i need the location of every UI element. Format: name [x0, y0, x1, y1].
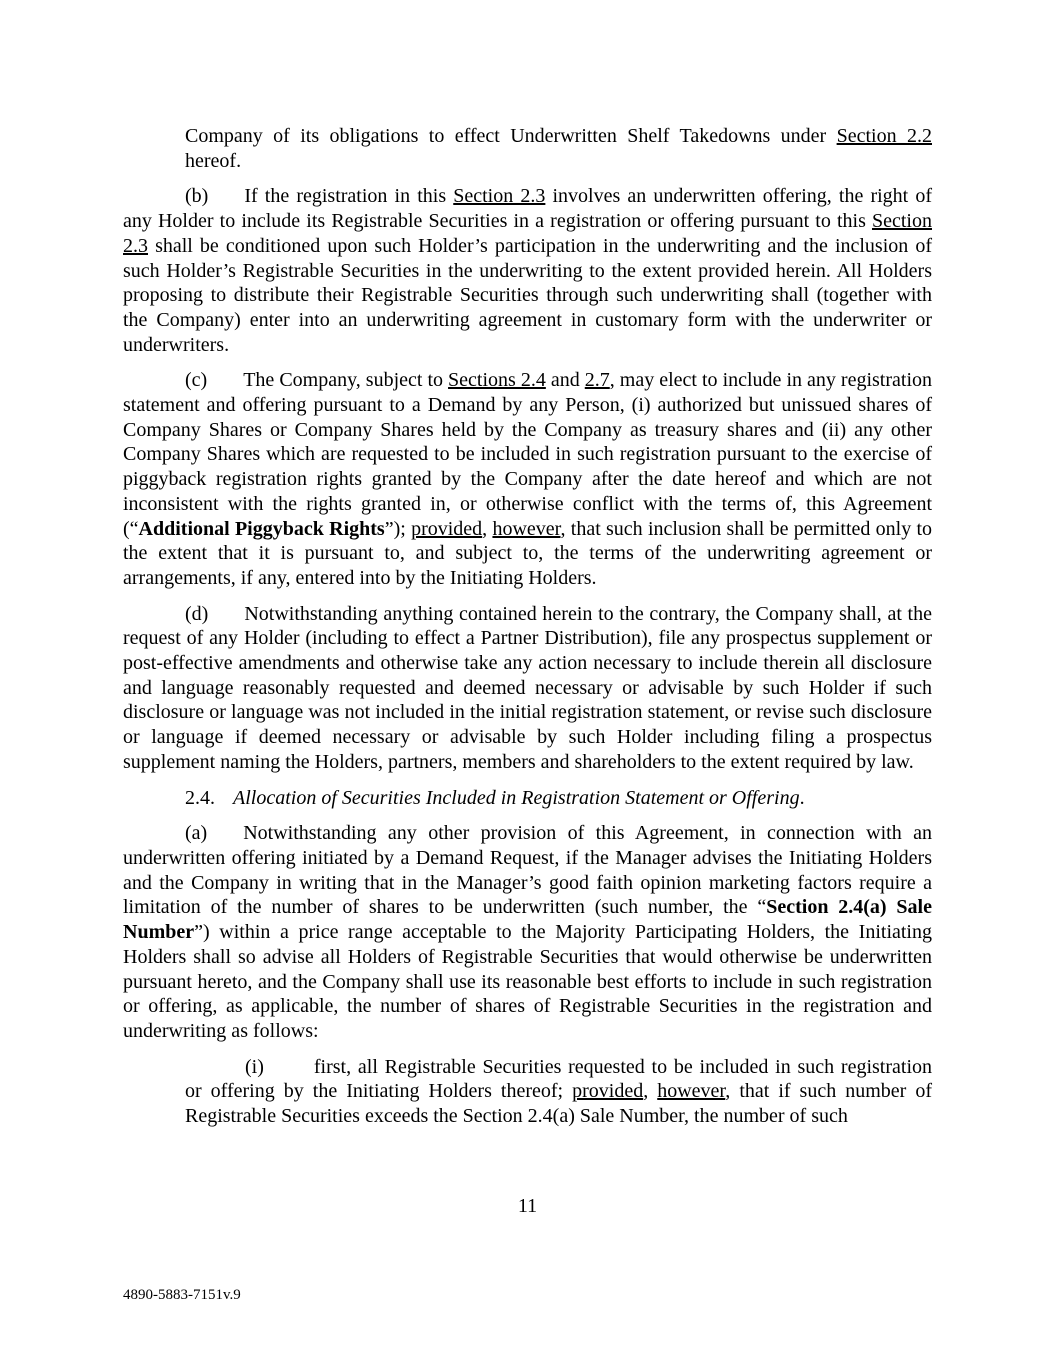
paragraph-label: (b) — [185, 185, 209, 208]
paragraph-label: (i) — [245, 1055, 264, 1078]
section-number: 2.4. — [185, 786, 215, 809]
paragraph-label: (c) — [185, 369, 208, 392]
document-id-footer: 4890-5883-7151v.9 — [123, 1287, 241, 1303]
paragraph-c — [123, 368, 932, 590]
paragraph-i — [185, 1055, 932, 1129]
paragraph-text: Notwithstanding any other provision of this Agreement, in connection with an underwritten offering initiated by a Demand Request, if the Manager advises the Initiating Holders and the Company in writing that in the Manager’s good faith opinion marketing factors require a limitation of the number of shares to be underwritten (such number, the “Section 2.4(a) Sale Number”) within a price range acceptable to the Majority Participating Holders, the Initiating Holders shall so advise all Holders of Registrable Securities that would otherwise be underwritten pursuant hereto, and the Company shall use its reasonable best efforts to include in such registration or offering, as applicable, the number of shares of Registrable Securities in the registration and underwriting as follows: — [123, 822, 932, 1042]
paragraph-a — [123, 821, 932, 1043]
paragraph-continuation — [185, 124, 932, 173]
paragraph-d — [123, 602, 932, 775]
page-number: 11 — [517, 1195, 538, 1217]
paragraph-text: first, all Registrable Securities requested to be included in such registration or offering by the Initiating Holders thereof; provided, however, that if such number of Registrable Securities exceeds the Section 2.4(a) Sale Number, the number of such — [185, 1055, 933, 1128]
paragraph-b — [123, 184, 932, 357]
paragraph-label: (d) — [185, 602, 209, 625]
paragraph-text: If the registration in this Section 2.3 involves an underwritten offering, the right of any Holder to include its Registrable Securities in a registration or offering pursuant to this Section 2.3 shall be conditioned upon such Holder’s participation in the underwriting and the inclusion of such Holder’s Registrable Securities in the underwriting to the extent provided herein. All Holders proposing to distribute their Registrable Securities through such underwriting shall (together with the Company) enter into an underwriting agreement in customary form with the underwriter or underwriters. — [123, 185, 932, 356]
paragraph-text: Notwithstanding anything contained herein to the contrary, the Company shall, at the request of any Holder (including to effect a Partner Distribution), file any prospectus supplement or post-effective amendments and otherwise take any action necessary to include therein all disclosure and language reasonably requested and deemed necessary or advisable by such Holder if such disclosure or language was not included in the initial registration statement, or revise such disclosure or language if deemed necessary or advisable by such Holder including filing a prospectus supplement naming the Holders, partners, members and shareholders to the extent required by law. — [123, 602, 932, 773]
paragraph-label: (a) — [185, 822, 208, 845]
paragraph-text: Company of its obligations to effect Underwritten Shelf Takedowns under Section 2.2 hereof. — [185, 125, 932, 172]
section-heading-2-4 — [123, 786, 932, 811]
document-body — [123, 124, 932, 1129]
paragraph-text: The Company, subject to Sections 2.4 and 2.7, may elect to include in any registration statement and offering pursuant to a Demand by any Person, (i) authorized but unissued shares of Company Shares or Company Shares held by the Company as treasury shares and (ii) any other Company Shares which are requested to be included in such registration pursuant to the exercise of piggyback registration rights granted by the Company after the date hereof and which are not inconsistent with the rights granted in, or otherwise conflict with the terms of, this Agreement (“Additional Piggyback Rights”); provided, however, that such inclusion shall be permitted only to the extent that it is pursuant to, and subject to, the terms of the underwriting agreement or arrangements, if any, entered into by the Initiating Holders. — [123, 369, 933, 589]
section-title: Allocation of Securities Included in Registration Statement or Offering. — [233, 786, 805, 809]
